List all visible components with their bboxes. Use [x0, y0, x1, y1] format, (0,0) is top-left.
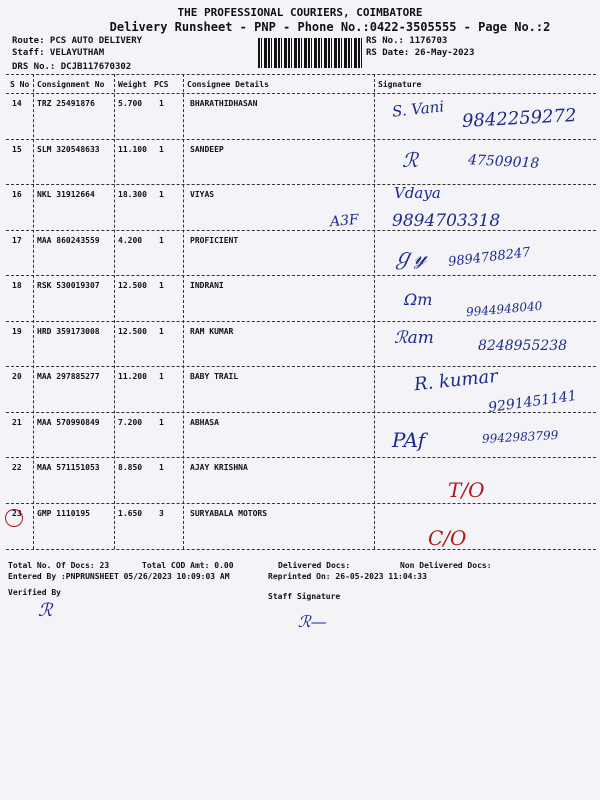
row-weight: 18.300: [118, 190, 147, 199]
row-consignment-no: NKL 31912664: [37, 190, 95, 199]
row-weight: 7.200: [118, 417, 143, 427]
row-consignment-no: MAA 570990849: [37, 417, 100, 427]
row-consignee: BHARATHIDHASAN: [190, 99, 258, 108]
staff-label: Staff: VELAYUTHAM: [12, 48, 105, 58]
table-header-rule: [6, 93, 596, 94]
row-pcs: 3: [159, 508, 164, 518]
col-header-consignee: Consignee Details: [187, 80, 269, 89]
row-sno: 22: [12, 463, 22, 472]
verifier-signature: ℛ: [38, 600, 53, 621]
phone-row-15: 47509018: [467, 152, 540, 172]
row-weight: 12.500: [118, 281, 147, 290]
col-divider: [374, 74, 375, 549]
row-divider: [6, 503, 596, 504]
phone-row-17: 9894788247: [447, 245, 532, 270]
signature-row-16: Vdaya: [394, 184, 441, 202]
col-header-pcs: PCS: [154, 80, 169, 89]
phone-row-18: 9944948040: [465, 298, 543, 320]
row-weight: 12.500: [118, 326, 147, 336]
row-consignment-no: GMP 1110195: [37, 508, 90, 518]
row-divider: [6, 321, 596, 322]
delivered-docs: Delivered Docs:: [278, 561, 351, 570]
table-top-rule: [6, 74, 596, 75]
row-consignee: BABY TRAIL: [190, 372, 239, 381]
phone-row-21: 9942983799: [481, 428, 559, 446]
mark-row-22: T/O: [448, 478, 485, 502]
row-sno: 15: [12, 144, 22, 154]
row-consignee: SANDEEP: [190, 144, 224, 154]
row-weight: 5.700: [118, 99, 143, 108]
table-bottom-rule: [6, 549, 596, 550]
row-consignee: SURYABALA MOTORS: [190, 508, 268, 518]
row-pcs: 1: [159, 190, 164, 199]
signature-row-18: Ωm: [404, 290, 433, 309]
row-weight: 11.100: [118, 144, 147, 154]
row-pcs: 1: [159, 417, 164, 427]
staff-signature-label: Staff Signature: [268, 592, 341, 601]
col-divider: [114, 74, 115, 549]
signature-row-14: S. Vani: [391, 97, 445, 121]
row-consignee: INDRANI: [190, 281, 224, 290]
barcode: [258, 38, 362, 68]
row-weight: 1.650: [118, 508, 143, 518]
col-divider: [183, 74, 184, 549]
row-consignment-no: TRZ 25491876: [37, 99, 95, 108]
row-pcs: 1: [159, 463, 164, 472]
row-pcs: 1: [159, 372, 164, 381]
row-consignment-no: SLM 320548633: [37, 144, 100, 154]
signature-row-21: PAf: [392, 428, 426, 452]
phone-row-19: 8248955238: [478, 338, 568, 354]
runsheet-title: Delivery Runsheet - PNP - Phone No.:0422-3505555 - Page No.:2: [109, 20, 551, 34]
row-divider: [6, 139, 596, 140]
row-pcs: 1: [159, 281, 164, 290]
row-sno: 23: [12, 508, 22, 518]
verified-by-label: Verified By: [8, 588, 61, 597]
row-sno: 18: [12, 281, 22, 290]
row-divider: [6, 184, 596, 185]
entered-by: Entered By :PNPRUNSHEET 05/26/2023 10:09:03 AM: [8, 572, 230, 581]
row-sno: 19: [12, 326, 22, 336]
row-sno: 20: [12, 372, 22, 381]
phone-row-16: 9894703318: [392, 211, 501, 231]
signature-row-20: R. kumar: [413, 365, 499, 396]
row-weight: 4.200: [118, 235, 143, 245]
rs-date: RS Date: 26-May-2023: [366, 48, 475, 58]
row-consignment-no: MAA 860243559: [37, 235, 100, 245]
row-consignee: ABHASA: [190, 417, 219, 427]
total-docs: Total No. Of Docs: 23: [8, 561, 110, 570]
row-pcs: 1: [159, 235, 164, 245]
staff-signature: ℛ—: [298, 612, 327, 631]
row-sno: 14: [12, 99, 22, 108]
row-consignee: AJAY KRISHNA: [190, 463, 248, 472]
phone-row-20: 9291451141: [487, 387, 578, 417]
row-consignment-no: RSK 530019307: [37, 281, 100, 290]
row-divider: [6, 275, 596, 276]
company-name: THE PROFESSIONAL COURIERS, COIMBATORE: [177, 6, 423, 19]
row-divider: [6, 457, 596, 458]
mark-row-23: C/O: [428, 526, 467, 550]
col-divider: [33, 74, 34, 549]
row-pcs: 1: [159, 99, 164, 108]
row-pcs: 1: [159, 326, 164, 336]
row-pcs: 1: [159, 144, 164, 154]
col-header-weight: Weight: [118, 80, 147, 89]
row-consignment-no: MAA 571151053: [37, 463, 100, 472]
row-divider: [6, 230, 596, 231]
drs-number: DRS No.: DCJB117670302: [12, 62, 132, 72]
row-consignee: RAM KUMAR: [190, 326, 234, 336]
non-delivered-docs: Non Delivered Docs:: [400, 561, 492, 570]
phone-row-14: 9842259272: [461, 105, 578, 132]
reprinted-on: Reprinted On: 26-05-2023 11:04:33: [268, 572, 427, 581]
route-label: Route: PCS AUTO DELIVERY: [12, 36, 143, 46]
row-consignee: VIYAS: [190, 190, 215, 199]
row-sno: 21: [12, 417, 22, 427]
signature-row-17: ℊ𝓎: [392, 245, 427, 270]
row-divider: [6, 366, 596, 367]
col-header-sno: S No: [10, 80, 30, 89]
row-sno: 17: [12, 235, 22, 245]
row-weight: 11.200: [118, 372, 147, 381]
signature-row-15: ℛ: [402, 148, 418, 172]
cod-amount: Total COD Amt: 0.00: [142, 561, 234, 570]
circle-mark: [5, 509, 23, 527]
note-row-16: A3F: [329, 211, 360, 231]
row-consignment-no: MAA 297885277: [37, 372, 100, 381]
row-consignment-no: HRD 359173008: [37, 326, 100, 336]
col-header-signature: Signature: [378, 80, 422, 89]
col-header-consignment: Consignment No: [37, 80, 105, 89]
rs-number: RS No.: 1176703: [366, 36, 448, 46]
row-consignee: PROFICIENT: [190, 235, 239, 245]
row-sno: 16: [12, 190, 22, 199]
row-weight: 8.850: [118, 463, 143, 472]
signature-row-19: ℛam: [394, 328, 434, 348]
